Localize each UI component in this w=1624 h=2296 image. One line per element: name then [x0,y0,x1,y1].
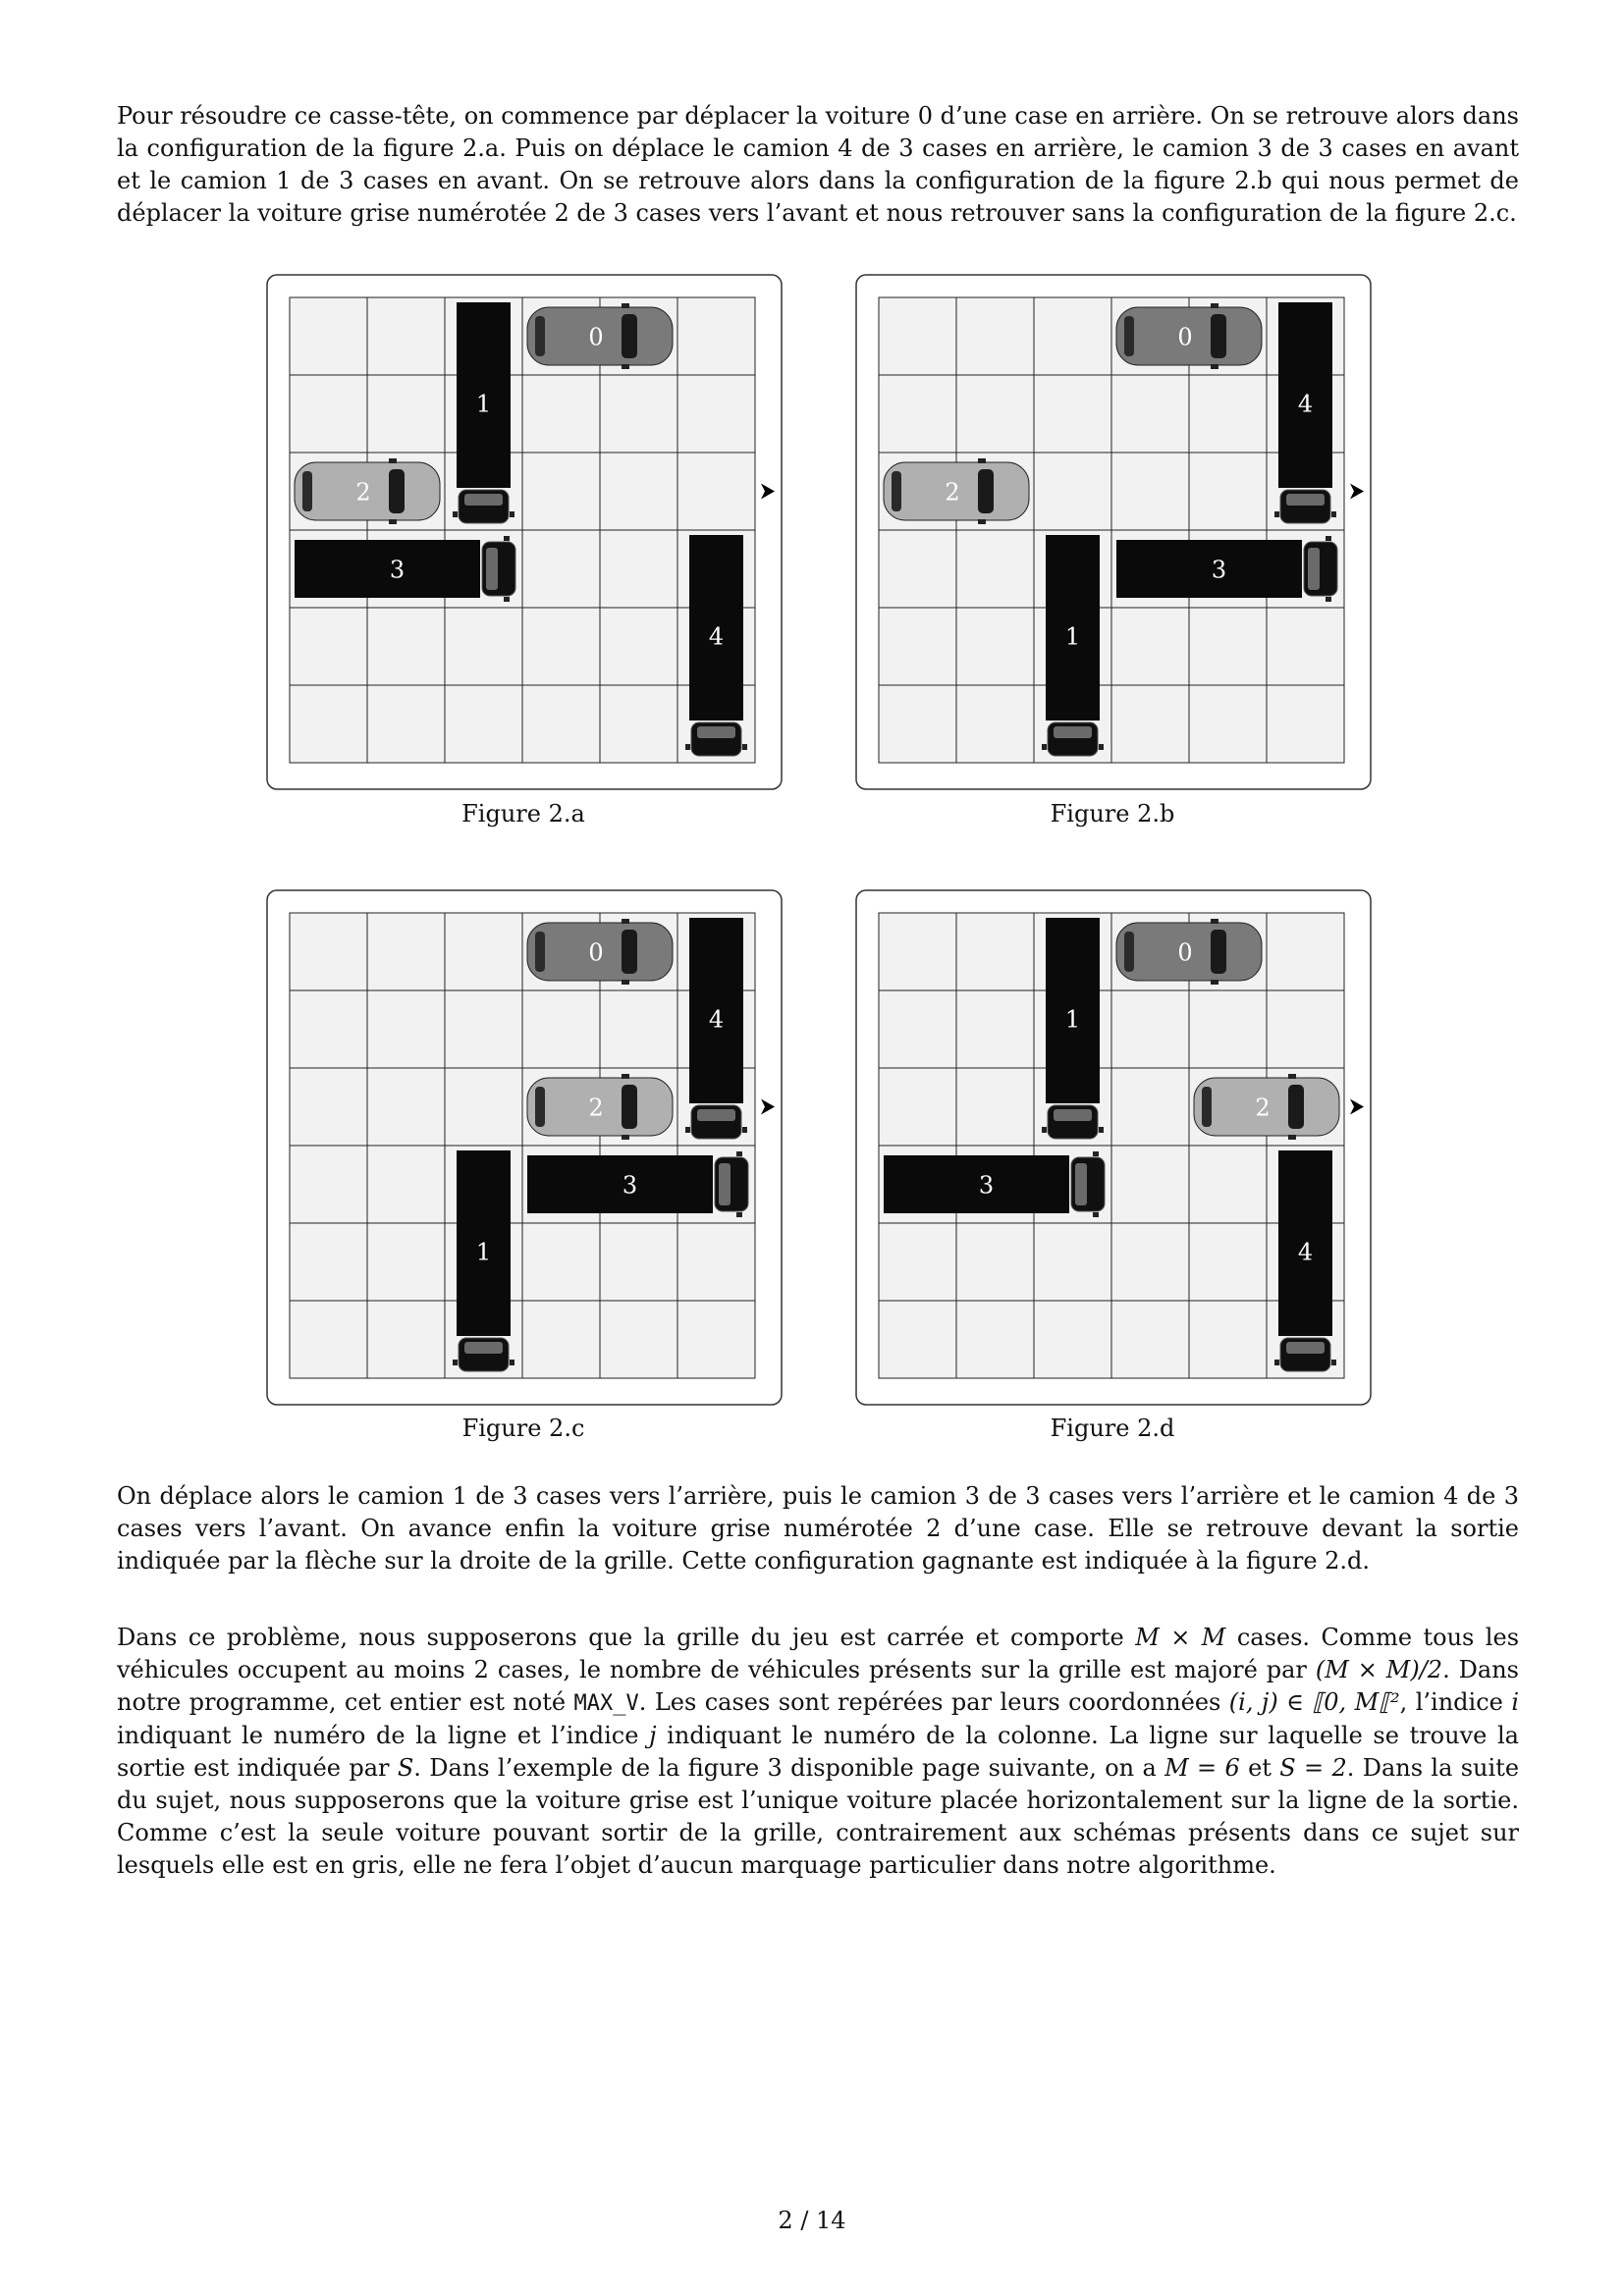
vehicle-label: 0 [588,323,604,351]
moves-paragraph: On déplace alors le camion 1 de 3 cases vers l’arrière, puis le camion 3 de 3 cases vers l’arrière et le camion 4 de 3 cases vers l’avant. On avance enfin la voiture grise numérotée 2 d’une case. Elle se retrouve devant la sortie indiquée par la flèche sur la droite de la grille. Cette configuration gagnante est indiquée à la figure 2.d. [117,1482,1519,1575]
truck-mirror [1331,1360,1336,1365]
grid-cell [290,608,367,685]
truck-mirror [742,1127,747,1133]
truck-mirror [1093,1151,1099,1156]
text-run: . Les cases sont repérées par leurs coordonnées [638,1688,1229,1716]
grid-cell [445,685,522,763]
grid-cell [290,913,367,990]
car-rear-window [302,471,312,511]
grid-cell [1111,608,1189,685]
truck-mirror [1326,536,1331,541]
grid-cell [1111,1223,1189,1301]
grid-cell [1189,685,1267,763]
vehicle-label: 4 [1297,1238,1314,1266]
grid-cell [522,685,600,763]
vehicle-label: 2 [1255,1094,1271,1122]
truck-mirror [453,1360,458,1365]
car-mirror [1211,303,1218,308]
grid-cell [522,990,600,1068]
truck-mirror [742,744,747,750]
car-rear-window [535,932,545,972]
truck-cab-window [464,1342,503,1354]
grid-cell [1111,1146,1189,1223]
car-mirror [622,1135,629,1140]
truck-mirror [736,1212,742,1217]
grid-cell [879,530,956,608]
math-bound: (M × M)/2 [1315,1656,1443,1683]
vehicle-label: 2 [588,1094,604,1122]
vehicle-label: 1 [475,1238,492,1266]
grid-cell [879,990,956,1068]
truck-cab-window [697,1109,735,1121]
grid-cell [445,990,522,1068]
figure-2d [854,888,1394,1413]
grid-cell [879,297,956,375]
text-run: . Dans notre programme, cet entier est noté [117,1656,1519,1716]
grid-cell [290,375,367,453]
grid-cell [600,375,677,453]
vehicle-label: 4 [708,622,725,651]
grid-cell [600,1223,677,1301]
car-rear-window [1202,1087,1212,1127]
grid-cell [290,1068,367,1146]
vehicle-label: 0 [588,938,604,967]
grid-cell [1189,453,1267,530]
grid-cell [1034,1301,1111,1378]
grid-cell [445,1068,522,1146]
grid-cell [879,1223,956,1301]
car-mirror [622,919,629,924]
car-0 [1116,303,1262,369]
grid-cell [1267,913,1344,990]
truck-cab-window [1286,1342,1325,1354]
grid-cell [879,375,956,453]
grid-cell [1267,685,1344,763]
truck-mirror [1274,1360,1279,1365]
truck-cab-window [486,548,498,590]
car-2 [1194,1074,1339,1140]
grid-cell [290,297,367,375]
truck-mirror [685,1127,690,1133]
grid-cell [522,1301,600,1378]
grid-cell [290,990,367,1068]
truck-mirror [504,536,510,541]
grid-cell [956,1068,1034,1146]
grid-cell [600,1301,677,1378]
grid-cell [1111,990,1189,1068]
math-m-times-m: M × M [1135,1624,1226,1651]
grid-cell [290,1301,367,1378]
car-windshield [389,469,405,513]
truck-cab-window [1308,548,1320,590]
vehicle-label: 1 [475,390,492,418]
figure-2d-board [854,888,1394,1409]
truck-cab-window [1054,726,1092,738]
grid-cell [677,297,755,375]
grid-cell [879,913,956,990]
car-mirror [1288,1135,1296,1140]
grid-cell [445,608,522,685]
truck-mirror [1042,744,1047,750]
truck-mirror [510,1360,514,1365]
grid-cell [956,913,1034,990]
vehicle-label: 0 [1177,938,1193,967]
truck-mirror [1099,744,1104,750]
car-2 [295,458,440,524]
grid-cell [290,1223,367,1301]
grid-cell [367,1223,445,1301]
text-run: indiquant le numéro de la ligne et l’indice [117,1722,650,1749]
text-run: indiquant le numéro de la colonne. La ligne sur laquelle se trouve la sortie est indiquée par [117,1722,1519,1782]
car-mirror [389,458,397,463]
grid-cell [956,1301,1034,1378]
grid-cell [1034,1223,1111,1301]
grid-cell [956,685,1034,763]
grid-cell [600,990,677,1068]
figure-2b-caption: Figure 2.b [1050,800,1175,828]
car-2 [884,458,1029,524]
vehicle-label: 4 [708,1005,725,1034]
grid-cell [600,530,677,608]
grid-cell [956,990,1034,1068]
grid-cell [522,1223,600,1301]
car-windshield [1211,930,1226,974]
grid-cell [522,453,600,530]
grid-cell [879,1301,956,1378]
grid-cell [677,375,755,453]
truck-mirror [504,597,510,602]
truck-cab-window [1286,494,1325,506]
grid-cell [367,1146,445,1223]
grid-cell [879,1068,956,1146]
truck-mirror [1093,1212,1099,1217]
figure-2d-caption: Figure 2.d [1050,1415,1175,1442]
text-run: cases. Comme tous les véhicules occupent au moins 2 cases, le nombre de véhicules présents sur la grille est majoré par [117,1624,1520,1683]
truck-mirror [736,1151,742,1156]
code-max-v: MAX_V [573,1691,639,1716]
car-rear-window [535,316,545,356]
grid-cell [956,608,1034,685]
car-rear-window [892,471,901,511]
vehicle-label: 1 [1064,622,1081,651]
vehicle-label: 3 [622,1171,638,1200]
car-rear-window [1124,932,1134,972]
grid-cell [367,990,445,1068]
truck-cab-window [464,494,503,506]
car-windshield [622,1085,637,1129]
figure-2a-caption: Figure 2.a [461,800,585,828]
car-mirror [978,519,986,524]
text-run: Dans ce problème, nous supposerons que la grille du jeu est carrée et comporte [117,1624,1136,1651]
car-mirror [622,364,629,369]
car-0 [527,919,673,985]
figure-2a [265,273,805,797]
grid-cell [1189,1146,1267,1223]
grid-cell [677,1223,755,1301]
figure-2c [265,888,805,1413]
figure-2c-caption: Figure 2.c [461,1415,585,1442]
truck-mirror [1326,597,1331,602]
truck-cab-window [719,1163,731,1205]
grid-cell [677,453,755,530]
grid-cell [600,608,677,685]
math-j: j [649,1722,657,1749]
truck-mirror [510,511,514,517]
math-m-equals-6: M = 6 [1164,1754,1240,1782]
car-mirror [622,303,629,308]
truck-mirror [1331,511,1336,517]
grid-cell [1189,990,1267,1068]
truck-trailer [527,1155,713,1213]
grid-cell [879,685,956,763]
figure-2b [854,273,1394,797]
car-mirror [389,519,397,524]
vehicle-label: 3 [1211,556,1227,584]
text-run: et [1239,1754,1280,1782]
grid-cell [290,1146,367,1223]
grid-cell [1111,453,1189,530]
grid-cell [367,913,445,990]
grid-cell [1189,608,1267,685]
grid-cell [600,685,677,763]
grid-cell [367,297,445,375]
car-mirror [622,980,629,985]
truck-trailer [884,1155,1069,1213]
grid-cell [1111,685,1189,763]
grid-cell [290,685,367,763]
vehicle-label: 0 [1177,323,1193,351]
grid-cell [367,1301,445,1378]
math-s: S [397,1754,414,1782]
grid-cell [522,608,600,685]
car-mirror [1211,919,1218,924]
grid-cell [367,375,445,453]
grid-cell [677,1301,755,1378]
grid-cell [1189,1223,1267,1301]
grid-cell [956,375,1034,453]
text-run: . Dans la suite du sujet, nous supposerons que la voiture grise est l’unique voiture placée horizontalement sur la ligne de la sortie. Comme c’est la seule voiture pouvant sortir de la grille, contrairement aux schémas présents dans ce sujet sur lesquels elle est en gris, elle ne fera l’objet d’aucun marquage particulier dans notre algorithme. [117,1754,1520,1879]
figure-2a-board [265,273,805,793]
truck-trailer [295,540,480,598]
car-windshield [978,469,994,513]
math-coords: (i, j) ∈ ⟦0, M⟦² [1228,1688,1400,1716]
car-mirror [1211,980,1218,985]
grid-cell [956,530,1034,608]
truck-cab-window [1075,1163,1087,1205]
truck-cab-window [697,726,735,738]
problem-paragraph [117,1622,1519,1882]
grid-cell [956,1223,1034,1301]
grid-cell [956,297,1034,375]
grid-cell [522,375,600,453]
vehicle-label: 3 [389,556,406,584]
grid-cell [1111,1068,1189,1146]
car-windshield [622,930,637,974]
grid-cell [367,1068,445,1146]
car-mirror [978,458,986,463]
truck-trailer [1116,540,1302,598]
grid-cell [1267,608,1344,685]
truck-mirror [1042,1127,1047,1133]
text-run: . Dans l’exemple de la figure 3 disponible page suivante, on a [413,1754,1165,1782]
car-windshield [1288,1085,1304,1129]
grid-cell [1034,375,1111,453]
truck-mirror [1274,511,1279,517]
grid-cell [1034,297,1111,375]
grid-cell [600,453,677,530]
grid-cell [367,685,445,763]
vehicle-label: 2 [355,478,371,507]
vehicle-label: 4 [1297,390,1314,418]
figure-2c-board [265,888,805,1409]
grid-cell [1189,1301,1267,1378]
car-mirror [1288,1074,1296,1079]
car-rear-window [535,1087,545,1127]
car-windshield [622,314,637,358]
car-0 [1116,919,1262,985]
intro-paragraph: Pour résoudre ce casse-tête, on commence par déplacer la voiture 0 d’une case en arrière. On se retrouve alors dans la configuration de la figure 2.a. Puis on déplace le camion 4 de 3 cases en arrière, le camion 3 de 3 cases en avant et le camion 1 de 3 cases en avant. On se retrouve alors dans la configuration de la figure 2.b qui nous permet de déplacer la voiture grise numérotée 2 de 3 cases vers l’avant et nous retrouver sans la configuration de la figure 2.c. [117,102,1519,227]
grid-cell [879,608,956,685]
grid-cell [1111,375,1189,453]
math-i: i [1511,1688,1519,1716]
vehicle-label: 1 [1064,1005,1081,1034]
truck-mirror [1099,1127,1104,1133]
truck-cab-window [1054,1109,1092,1121]
truck-mirror [453,511,458,517]
car-mirror [622,1074,629,1079]
grid-cell [1267,990,1344,1068]
text-run: , l’indice [1399,1688,1512,1716]
grid-cell [367,608,445,685]
grid-cell [445,913,522,990]
vehicle-label: 3 [978,1171,995,1200]
grid-cell [1111,1301,1189,1378]
car-rear-window [1124,316,1134,356]
grid-cell [522,530,600,608]
car-0 [527,303,673,369]
truck-mirror [685,744,690,750]
car-mirror [1211,364,1218,369]
vehicle-label: 2 [945,478,960,507]
car-windshield [1211,314,1226,358]
figure-2b-board [854,273,1394,793]
car-2 [527,1074,673,1140]
page-number: 2 / 14 [778,2207,846,2234]
math-s-equals-2: S = 2 [1279,1754,1347,1782]
grid-cell [1189,375,1267,453]
grid-cell [1034,453,1111,530]
